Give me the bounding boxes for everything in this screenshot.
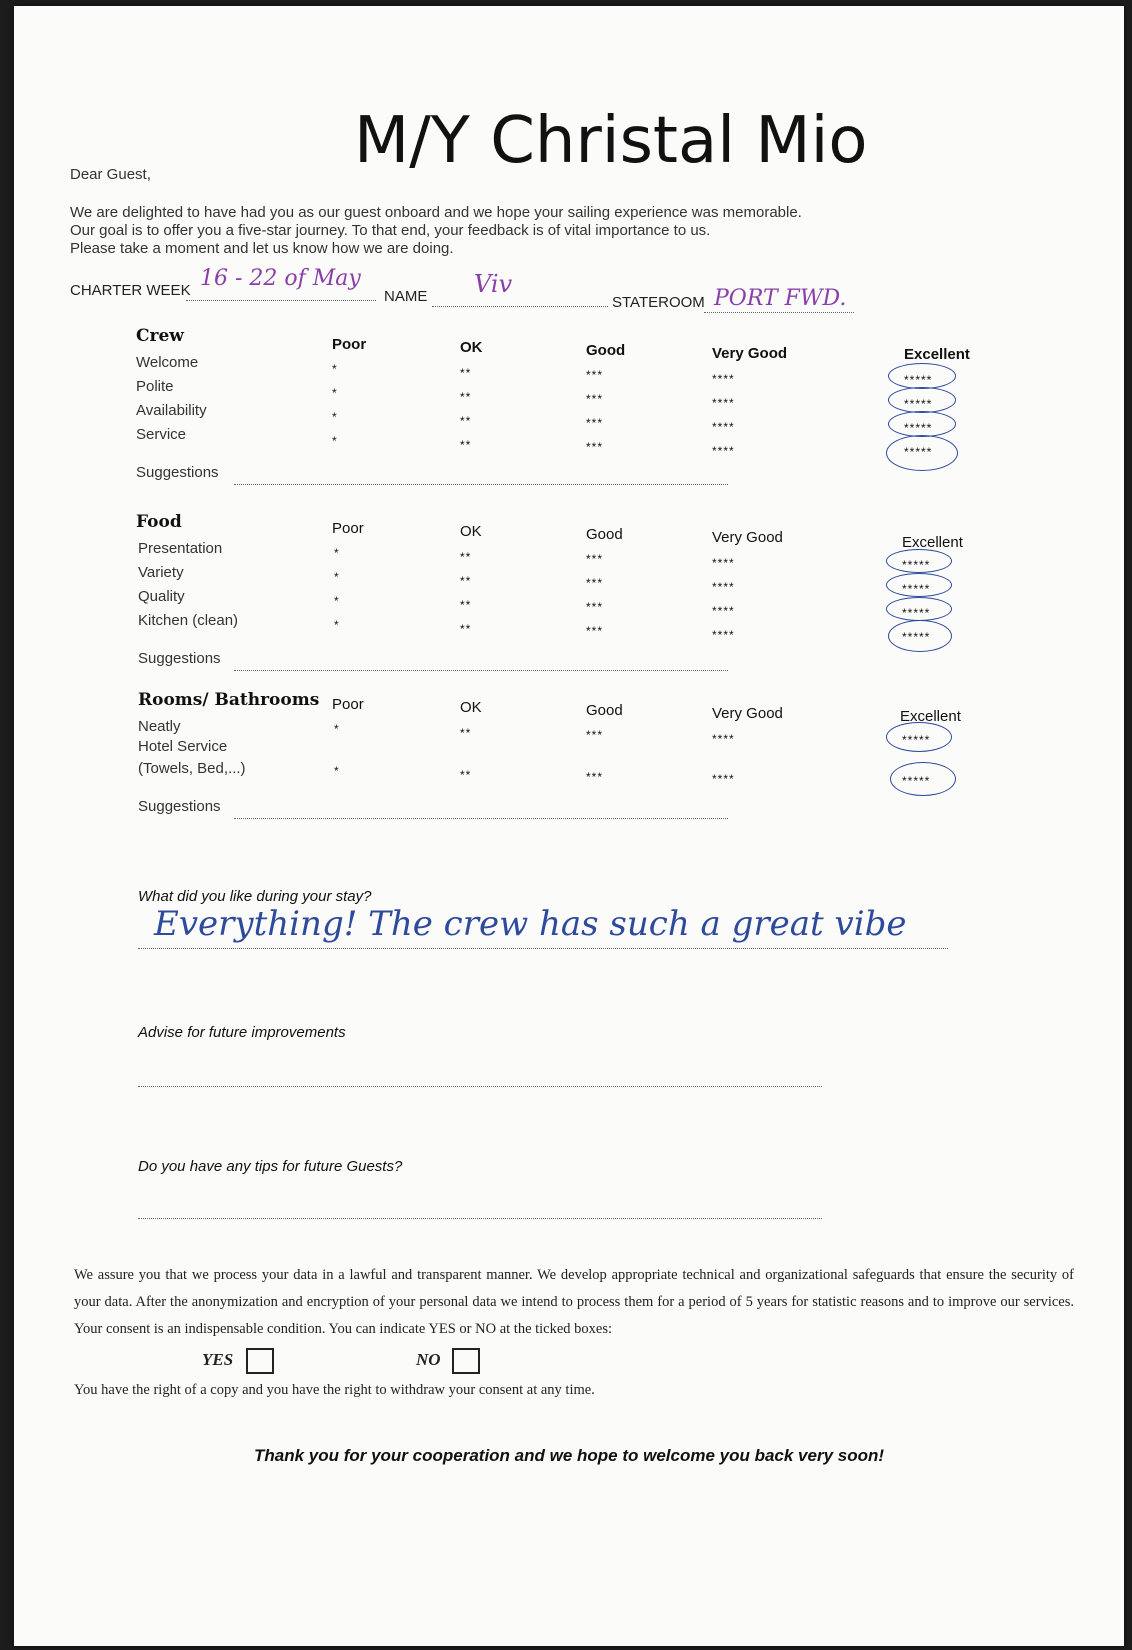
rating-option-selected[interactable]: *****	[902, 558, 931, 572]
crew-item-availability: Availability	[136, 402, 207, 419]
intro-line-1: We are delighted to have had you as our guest onboard and we hope your sailing experience was memorable.	[70, 204, 802, 221]
rating-option[interactable]: ****	[712, 628, 735, 642]
col-good: Good	[586, 526, 623, 543]
col-poor: Poor	[332, 520, 364, 537]
rating-option[interactable]: *	[334, 722, 340, 736]
crew-item-service: Service	[136, 426, 187, 443]
name-field[interactable]: Viv	[474, 270, 513, 298]
charter-week-field[interactable]: 16 - 22 of May	[200, 266, 361, 291]
selection-circle	[888, 363, 956, 389]
rooms-suggestions-label: Suggestions	[138, 798, 221, 815]
advise-question: Advise for future improvements	[138, 1024, 346, 1041]
col-ok: OK	[460, 339, 483, 356]
privacy-text: We assure you that we process your data in a lawful and transparent manner. We develop appropriate technical and organizational safeguards that ensure the security of your data. After the anonymization and encryption of your personal data we intend to process them for a period of 5 years for statistic reasons and to improve our services. Your consent is an indispensable condition. You can indicate YES or NO at the ticked boxes:	[74, 1267, 1074, 1337]
col-ok: OK	[460, 523, 482, 540]
rating-option[interactable]: *	[332, 362, 338, 376]
rating-option[interactable]: **	[460, 622, 472, 636]
crew-suggestions-label: Suggestions	[136, 464, 219, 481]
rating-option[interactable]: ****	[712, 772, 735, 786]
col-ok: OK	[460, 699, 482, 716]
rating-option[interactable]: *	[332, 386, 338, 400]
rating-option[interactable]: ***	[586, 576, 604, 590]
rooms-item-towels: (Towels, Bed,...)	[138, 760, 246, 777]
selection-circle	[888, 620, 952, 652]
no-label: NO	[416, 1350, 441, 1369]
col-very-good: Very Good	[712, 345, 788, 362]
rating-option[interactable]: *	[334, 594, 340, 608]
food-item-presentation: Presentation	[138, 540, 223, 557]
rating-option[interactable]: *	[334, 546, 340, 560]
advise-field[interactable]	[138, 1086, 822, 1087]
col-excellent: Excellent	[904, 346, 970, 363]
crew-suggestions-field[interactable]	[234, 484, 728, 485]
rooms-item-hotel-service: Hotel Service	[138, 738, 228, 755]
rating-option[interactable]: ***	[586, 552, 604, 566]
rating-option[interactable]: **	[460, 438, 472, 452]
rating-option[interactable]: **	[460, 390, 472, 404]
rating-option-selected[interactable]: *****	[904, 373, 933, 387]
tips-question: Do you have any tips for future Guests?	[138, 1158, 403, 1175]
col-good: Good	[586, 342, 626, 359]
rating-option[interactable]: ****	[712, 580, 735, 594]
charter-week-label: CHARTER WEEK	[70, 282, 191, 299]
selection-circle	[886, 573, 952, 597]
liked-answer-field[interactable]: Everything! The crew has such a great vibe	[154, 904, 907, 944]
rating-option[interactable]: *	[334, 618, 340, 632]
selection-circle	[890, 762, 956, 796]
rating-option[interactable]: ***	[586, 368, 604, 382]
rating-option-selected[interactable]: *****	[902, 582, 931, 596]
rating-option[interactable]: **	[460, 598, 472, 612]
rating-option[interactable]: ***	[586, 416, 604, 430]
col-poor: Poor	[332, 696, 364, 713]
stateroom-label: STATEROOM	[612, 294, 705, 311]
rating-option[interactable]: ***	[586, 770, 604, 784]
rating-option[interactable]: ****	[712, 444, 735, 458]
rating-option[interactable]: **	[460, 366, 472, 380]
rating-option[interactable]: *	[334, 764, 340, 778]
section-title-crew: Crew	[136, 326, 184, 346]
intro-line-2: Our goal is to offer you a five-star journey. To that end, your feedback is of vital importance to us.	[70, 222, 711, 239]
greeting: Dear Guest,	[70, 166, 151, 183]
rating-option-selected[interactable]: *****	[904, 445, 933, 459]
rating-option[interactable]: *	[332, 434, 338, 448]
selection-circle	[886, 722, 952, 752]
tips-field[interactable]	[138, 1218, 822, 1219]
selection-circle	[886, 597, 952, 621]
rating-option[interactable]: **	[460, 550, 472, 564]
col-poor: Poor	[332, 336, 367, 353]
food-item-variety: Variety	[138, 564, 184, 581]
rating-option[interactable]: ****	[712, 372, 735, 386]
stateroom-field[interactable]: PORT FWD.	[714, 286, 847, 311]
col-good: Good	[586, 702, 623, 719]
rating-option-selected[interactable]: *****	[904, 397, 933, 411]
rating-option-selected[interactable]: *****	[904, 421, 933, 435]
rating-option[interactable]: ***	[586, 728, 604, 742]
rating-option-selected[interactable]: *****	[902, 774, 931, 788]
rating-option[interactable]: ***	[586, 624, 604, 638]
rating-option[interactable]: ***	[586, 392, 604, 406]
crew-item-polite: Polite	[136, 378, 174, 395]
privacy-rights: You have the right of a copy and you have the right to withdraw your consent at any time.	[74, 1382, 595, 1398]
col-very-good: Very Good	[712, 705, 783, 722]
rating-option-selected[interactable]: *****	[902, 630, 931, 644]
rooms-suggestions-field[interactable]	[234, 818, 728, 819]
intro-line-3: Please take a moment and let us know how we are doing.	[70, 240, 454, 257]
section-title-rooms: Rooms/ Bathrooms	[138, 690, 320, 710]
rating-option[interactable]: ****	[712, 396, 735, 410]
page-title: M/Y Christal Mio	[354, 104, 868, 178]
thank-you-message: Thank you for your cooperation and we hope to welcome you back very soon!	[253, 1446, 885, 1465]
yes-label: YES	[202, 1350, 234, 1369]
name-label: NAME	[384, 288, 428, 305]
yes-checkbox[interactable]	[246, 1348, 274, 1374]
liked-question: What did you like during your stay?	[138, 888, 372, 905]
food-item-quality: Quality	[138, 588, 185, 605]
selection-circle	[888, 387, 956, 413]
rating-option[interactable]: ****	[712, 604, 735, 618]
rating-option[interactable]: **	[460, 726, 472, 740]
food-item-kitchen: Kitchen (clean)	[138, 612, 239, 629]
rating-option[interactable]: ***	[586, 600, 604, 614]
rating-option[interactable]: **	[460, 414, 472, 428]
no-checkbox[interactable]	[452, 1348, 480, 1374]
col-very-good: Very Good	[712, 529, 783, 546]
selection-circle	[886, 435, 958, 471]
food-suggestions-label: Suggestions	[138, 650, 221, 667]
rating-option[interactable]: ****	[712, 732, 735, 746]
section-title-food: Food	[136, 512, 182, 532]
rooms-item-neatly: Neatly	[138, 718, 181, 735]
rating-option[interactable]: *	[334, 570, 340, 584]
crew-item-welcome: Welcome	[136, 354, 199, 371]
rating-option-selected[interactable]: *****	[902, 606, 931, 620]
rating-option[interactable]: **	[460, 574, 472, 588]
selection-circle	[888, 411, 956, 437]
feedback-form	[14, 6, 1124, 1646]
rating-option[interactable]: ****	[712, 556, 735, 570]
rating-option-selected[interactable]: *****	[902, 733, 931, 747]
rating-option[interactable]: **	[460, 768, 472, 782]
food-suggestions-field[interactable]	[234, 670, 728, 671]
col-excellent: Excellent	[902, 534, 963, 551]
rating-option[interactable]: ***	[586, 440, 604, 454]
col-excellent: Excellent	[900, 708, 961, 725]
selection-circle	[886, 549, 952, 573]
rating-option[interactable]: *	[332, 410, 338, 424]
rating-option[interactable]: ****	[712, 420, 735, 434]
